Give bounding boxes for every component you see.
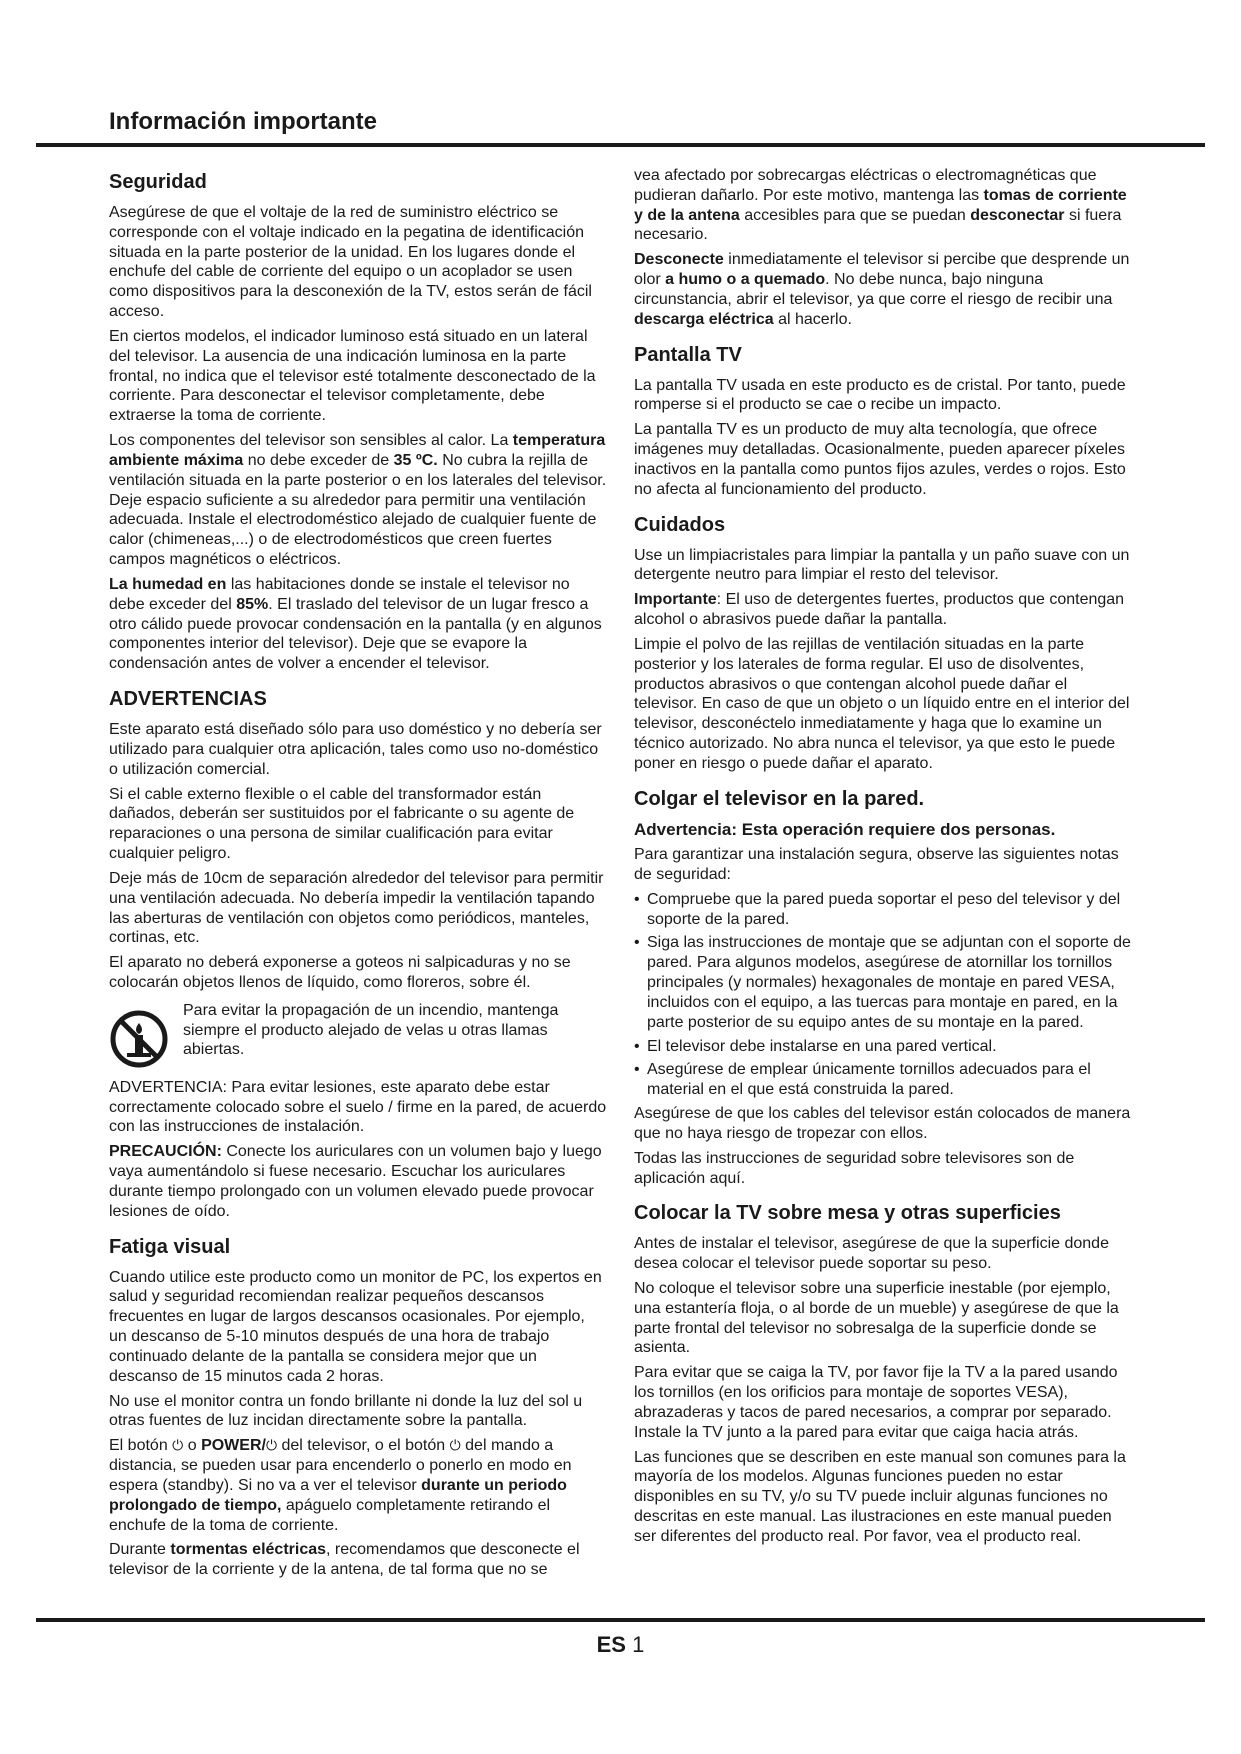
paragraph: Si el cable externo flexible o el cable del transformador están dañados, deberán ser sustituidos por el fabricante o su agente de reparaciones o una persona de similar cualificación para evitar cualquier peligro. (109, 785, 575, 863)
paragraph: vea afectado por sobrecargas eléctricas o electromagnéticas que pudieran dañarlo. Por este motivo, mantenga las tomas de corriente y de la antena accesibles para que se puedan desconectar si fuera necesario. (634, 167, 1127, 244)
paragraph: Este aparato está diseñado sólo para uso doméstico y no debería ser utilizado para cualquier otra aplicación, tales como uso no-doméstico o utilización comercial. (109, 721, 602, 778)
page-number (0, 1632, 1241, 1658)
paragraph: Desconecte inmediatamente el televisor si percibe que desprende un olor a humo o a quemado. No debe nunca, bajo ninguna circunstancia, abrir el televisor, ya que corre el riesgo de recibir una descarga eléctrica al hacerlo. (634, 251, 1130, 328)
safety-list (634, 890, 1134, 1100)
paragraph: Cuando utilice este producto como un monitor de PC, los expertos en salud y seguridad recomiendan realizar pequeños descansos frecuentes en lugar de largos descansos ocasionales. Por ejemplo, un descanso de 5-10 minutos después de una hora de trabajo continuado delante de la pantalla se considera mejor que un descanso de 15 minutos cada 2 horas. (109, 1268, 602, 1385)
footer-rule (36, 1618, 1205, 1622)
paragraph: Deje más de 10cm de separación alrededor del televisor para permitir una ventilación adecuada. No debería impedir la ventilación tapando las aberturas de ventilación con objetos como periódicos, manteles, cortinas, etc. (109, 869, 604, 947)
section-title-pantalla: Pantalla TV (634, 343, 742, 366)
section-title-colgar: Colgar el televisor en la pared. (634, 787, 925, 810)
paragraph: La humedad en las habitaciones donde se instale el televisor no debe exceder del 85%. El traslado del televisor de un lugar fresco a otro cálido puede provocar condensación en la pantalla (y en algunos componentes interior del televisor). Deje que se evapore la condensación antes de volver a encender el televisor. (109, 575, 602, 673)
paragraph: La pantalla TV usada en este producto es de cristal. Por tanto, puede romperse si el producto se cae o recibe un impacto. (634, 376, 1126, 414)
list-item: • Siga las instrucciones de montaje que se adjuntan con el soporte de pared. Para algunos modelos, asegúrese de atornillar los tornillos principales (y normales) hexagonales de montaje en pared VESA, incluidos con el equipo, a las tuercas para montaje en pared, en la parte posterior de su equipo antes de su montaje en la pared. (634, 933, 1134, 1032)
paragraph: Importante: El uso de detergentes fuertes, productos que contengan alcohol o abrasivos puede dañar la pantalla. (634, 591, 1125, 629)
section-title-fatiga: Fatiga visual (109, 1235, 231, 1258)
power-icon: ⏻ (449, 1438, 461, 1455)
section-title-cuidados: Cuidados (634, 513, 726, 536)
subsection-title: Advertencia: Esta operación requiere dos personas. (634, 819, 1056, 839)
paragraph: El botón ⏻ o POWER/⏻ del televisor, o el botón ⏻ del mando a distancia, se pueden usar para encenderlo o ponerlo en modo en espera (standby). Si no va a ver el televisor durante un periodo prolongado de tiempo, apáguelo completamente retirando el enchufe de la toma de corriente. (109, 1437, 572, 1534)
paragraph: El aparato no deberá exponerse a goteos ni salpicaduras y no se colocarán objetos llenos de líquido, como floreros, sobre él. (109, 954, 571, 991)
paragraph: Durante tormentas eléctricas, recomendamos que desconecte el televisor de la corriente y de la antena, de tal forma que no se (109, 1541, 580, 1579)
list-item: • El televisor debe instalarse en una pared vertical. (634, 1037, 1134, 1057)
paragraph: La pantalla TV es un producto de muy alta tecnología, que ofrece imágenes muy detalladas. Ocasionalmente, pueden aparecer píxeles inactivos en la pantalla como puntos fijos azules, verdes o rojos. Esto no afecta al funcionamiento del producto. (634, 421, 1126, 498)
warning-text: Para evitar la propagación de un incendio, mantenga siempre el producto alejado de velas u otras llamas abiertas. (183, 1001, 559, 1059)
list-item: • Asegúrese de emplear únicamente tornillos adecuados para el material en el que está construida la pared. (634, 1060, 1134, 1100)
paragraph: En ciertos modelos, el indicador luminoso está situado en un lateral del televisor. La ausencia de una indicación luminosa en la parte frontal, no indica que el televisor esté totalmente desconectado de la corriente. Para desconectar el televisor completamente, debe extraerse la toma de corriente. (109, 327, 596, 425)
paragraph: Los componentes del televisor son sensibles al calor. La temperatura ambiente máxima no debe exceder de 35 ºC. No cubra la rejilla de ventilación situada en la parte posterior o en los laterales del televisor. Deje espacio suficiente a su alrededor para permitir una ventilación adecuada. Instale el electrodoméstico alejado de cualquier fuente de calor (chimeneas,...) o de electrodomésticos que creen fuertes campos magnéticos o eléctricos. (109, 432, 607, 569)
list-item: • Compruebe que la pared pueda soportar el peso del televisor y del soporte de la pared. (634, 890, 1134, 930)
left-column (109, 168, 607, 1585)
paragraph: ADVERTENCIA: Para evitar lesiones, este aparato debe estar correctamente colocado sobre el suelo / firme en la pared, de acuerdo con las instrucciones de instalación. (109, 1078, 607, 1136)
page-num: 1 (632, 1632, 645, 1657)
paragraph: Para evitar que se caiga la TV, por favor fije la TV a la pared usando los tornillos (en los orificios para montaje de soportes VESA), abrazaderas y tacos de pared necesarios, a comprar por separado. Instale la TV junto a la pared para evitar que caiga hacia atrás. (634, 1364, 1118, 1441)
section-title-seguridad: Seguridad (109, 171, 207, 193)
paragraph: No coloque el televisor sobre una superficie inestable (por ejemplo, una estantería floja, o al borde de un mueble) y asegúrese de que la parte frontal del televisor no sobresalga de la superficie donde se asienta. (634, 1280, 1119, 1357)
paragraph: Asegúrese de que el voltaje de la red de suministro eléctrico se corresponde con el voltaje indicado en la pegatina de identificación situada en la parte posterior de la unidad. En los lugares donde el enchufe del cable de corriente del equipo o un acoplador se usen como dispositivos para la desconexión de la TV, estos serán de fácil acceso. (109, 204, 592, 321)
paragraph: Limpie el polvo de las rejillas de ventilación situadas en la parte posterior y los laterales de forma regular. El uso de disolventes, productos abrasivos o que contengan alcohol puede dañar el televisor. En caso de que un objeto o un líquido entre en el interior del televisor, desconéctelo inmediatamente y haga que lo examine un técnico autorizado. No abra nunca el televisor, ya que esto le puede poner en riesgo o puede dañar el aparato. (634, 635, 1130, 772)
section-title-mesa: Colocar la TV sobre mesa y otras superficies (634, 1202, 1061, 1225)
paragraph: Para garantizar una instalación segura, observe las siguientes notas de seguridad: (634, 846, 1119, 883)
right-column (634, 166, 1134, 1552)
power-icon: ⏻ (265, 1438, 278, 1455)
no-candles-icon (109, 1009, 169, 1069)
paragraph: Las funciones que se describen en este manual son comunes para la mayoría de los modelos. Algunas funciones pueden no estar disponibles en su TV, y/o su TV puede incluir algunas funciones no descritas en este manual. Las ilustraciones en este manual pueden ser diferentes del producto real. Por favor, vea el producto real. (634, 1448, 1126, 1545)
paragraph: Antes de instalar el televisor, asegúrese de que la superficie donde desea colocar el televisor puede soportar su peso. (634, 1235, 1109, 1273)
paragraph: PRECAUCIÓN: Conecte los auriculares con un volumen bajo y luego vaya aumentándolo si fuese necesario. Escuchar los auriculares durante tiempo prolongado con un volumen elevado puede provocar lesiones de oído. (109, 1143, 602, 1220)
header-rule (36, 143, 1205, 147)
section-title-advertencias: ADVERTENCIAS (109, 688, 267, 711)
page-title: Información importante (109, 108, 378, 135)
language-code: ES (596, 1632, 626, 1657)
power-icon: ⏻ (172, 1438, 184, 1455)
paragraph: No use el monitor contra un fondo brillante ni donde la luz del sol u otras fuentes de luz incidan directamente sobre la pantalla. (109, 1392, 583, 1430)
paragraph: Asegúrese de que los cables del televisor están colocados de manera que no haya riesgo de tropezar con ellos. (634, 1105, 1131, 1142)
paragraph: Todas las instrucciones de seguridad sobre televisores son de aplicación aquí. (634, 1149, 1075, 1187)
paragraph: Use un limpiacristales para limpiar la pantalla y un paño suave con un detergente neutro para limpiar el resto del televisor. (634, 546, 1130, 584)
candle-warning (109, 1001, 607, 1069)
